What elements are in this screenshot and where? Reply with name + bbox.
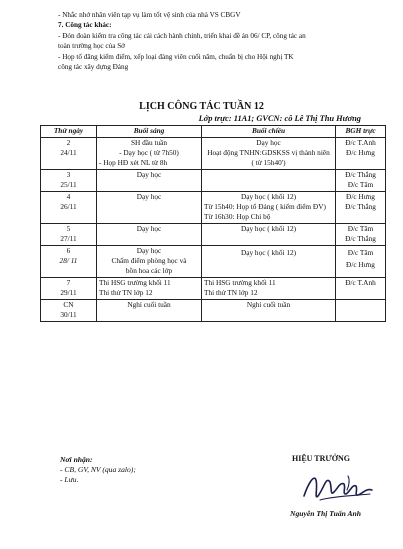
table-row — [41, 224, 386, 246]
duty-cell: Đ/c Tâm Đ/c Thắng — [336, 224, 386, 246]
note-line: - Nhắc nhở nhân viên tạp vụ làm tốt vệ sinh của nhà VS CBGV — [58, 11, 241, 19]
afternoon-cell: Nghỉ cuối tuần — [202, 300, 336, 322]
duty-cell: Đ/c T.Anh Đ/c Hưng — [336, 138, 386, 170]
principal-title: HIỆU TRƯỞNG — [292, 454, 351, 463]
morning-cell: Dạy học — [97, 170, 202, 192]
recipient-line: - Lưu. — [60, 475, 79, 484]
recipients-block — [60, 455, 136, 485]
day-cell: 7 29/11 — [41, 278, 97, 300]
morning-cell: SH đầu tuần - Dạy học ( từ 7h50) - Họp HĐ xét NL từ 8h — [97, 138, 202, 170]
table-header-row — [41, 126, 386, 138]
table-row — [41, 192, 386, 224]
signer-name: Nguyễn Thị Tuấn Anh — [290, 509, 361, 518]
header-duty: BGH trực — [336, 126, 386, 138]
signature-image — [300, 466, 380, 508]
morning-cell: Dạy học — [97, 224, 202, 246]
day-cell: CN 30/11 — [41, 300, 97, 322]
day-cell: 2 24/11 — [41, 138, 97, 170]
day-cell: 4 26/11 — [41, 192, 97, 224]
note-line: - Họp tổ đăng kiểm điểm, xếp loại đảng viên cuối năm, chuẩn bị cho Hội nghị TK — [58, 52, 294, 61]
table-row — [41, 170, 386, 192]
afternoon-cell — [202, 170, 336, 192]
afternoon-cell: Thi HSG trường khối 11 Thi thử TN lớp 12 — [202, 278, 336, 300]
afternoon-cell: Dạy học ( khối 12) — [202, 246, 336, 278]
table-row — [41, 138, 386, 170]
header-day: Thứ ngày — [41, 126, 97, 138]
afternoon-cell: Dạy học Hoạt động TNHN:GDSKSS vị thành niên ( từ 15h40') — [202, 138, 336, 170]
header-morning: Buổi sáng — [97, 126, 202, 138]
duty-cell — [336, 300, 386, 322]
recipients-label: Nơi nhận: — [60, 455, 93, 464]
schedule-subtitle: Lớp trực: 11A1; GVCN: cô Lê Thị Thu Hương — [198, 114, 361, 123]
morning-cell: Thi HSG trường khối 11 Thi thử TN lớp 12 — [97, 278, 202, 300]
table-row — [41, 278, 386, 300]
morning-cell: Dạy học Chấm điểm phòng học và bồn hoa các lớp — [97, 246, 202, 278]
morning-cell: Nghỉ cuối tuần — [97, 300, 202, 322]
table-row — [41, 300, 386, 322]
note-line: công tác xây dựng Đảng — [58, 63, 129, 72]
schedule-title: LỊCH CÔNG TÁC TUẦN 12 — [139, 101, 264, 112]
day-cell: 3 25/11 — [41, 170, 97, 192]
section-heading: 7. Công tác khác: — [58, 21, 112, 30]
header-afternoon: Buổi chiều — [202, 126, 336, 138]
duty-cell: Đ/c Tâm Đ/c Hưng — [336, 246, 386, 278]
recipient-line: - CB, GV, NV (qua zalo); — [60, 465, 136, 474]
duty-cell: Đ/c T.Anh — [336, 278, 386, 300]
note-line: toàn trường học của Sở — [58, 42, 125, 51]
note-line: - Đón đoàn kiểm tra công tác cải cách hành chính, triển khai đề án 06/ CP, công tác an — [58, 31, 306, 40]
afternoon-cell: Dạy học ( khối 12) — [202, 224, 336, 246]
duty-cell: Đ/c Thắng Đ/c Tâm — [336, 170, 386, 192]
day-cell: 5 27/11 — [41, 224, 97, 246]
table-row — [41, 246, 386, 278]
duty-cell: Đ/c Hưng Đ/c Thắng — [336, 192, 386, 224]
day-cell: 6 28/ 11 — [41, 246, 97, 278]
afternoon-cell: Dạy học ( khối 12) Từ 15h40: Họp tổ Đảng ( kiểm điểm ĐV) Từ 16h30: Họp Chi bộ — [202, 192, 336, 224]
morning-cell: Dạy học — [97, 192, 202, 224]
schedule-table — [40, 125, 386, 322]
notes-section — [58, 10, 388, 72]
